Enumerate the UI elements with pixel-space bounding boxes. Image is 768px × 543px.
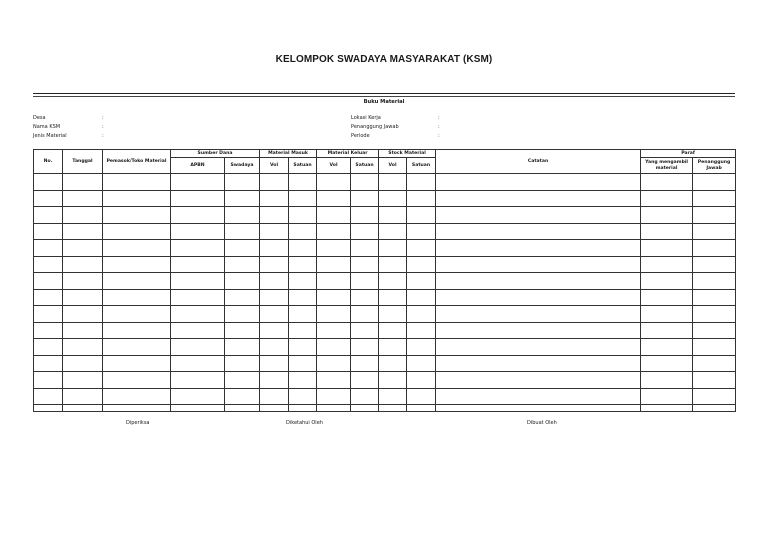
table-cell bbox=[171, 289, 225, 306]
info-label-lokasi-kerja: Lokasi Kerja bbox=[351, 115, 381, 121]
table-cell bbox=[407, 388, 436, 405]
header-stock-satuan: Satuan bbox=[407, 158, 436, 174]
table-cell bbox=[103, 355, 171, 372]
table-cell bbox=[407, 355, 436, 372]
table-cell bbox=[260, 240, 289, 257]
header-swadaya: Swadaya bbox=[225, 158, 260, 174]
table-cell bbox=[289, 372, 317, 389]
table-cell bbox=[289, 240, 317, 257]
table-cell bbox=[379, 207, 407, 224]
table-cell bbox=[317, 256, 351, 273]
table-cell bbox=[260, 174, 289, 191]
table-cell bbox=[260, 207, 289, 224]
table-cell bbox=[63, 207, 103, 224]
table-cell bbox=[693, 322, 736, 339]
table-cell bbox=[171, 339, 225, 356]
table-cell bbox=[103, 174, 171, 191]
table-cell bbox=[225, 289, 260, 306]
table-cell bbox=[317, 240, 351, 257]
table-cell bbox=[225, 322, 260, 339]
table-cell bbox=[407, 306, 436, 323]
info-colon: : bbox=[102, 124, 104, 130]
table-cell bbox=[103, 190, 171, 207]
table-row bbox=[34, 273, 736, 290]
table-cell bbox=[225, 355, 260, 372]
table-cell bbox=[641, 388, 693, 405]
header-apbn: APBN bbox=[171, 158, 225, 174]
table-row bbox=[34, 339, 736, 356]
table-cell bbox=[34, 372, 63, 389]
table-cell bbox=[379, 240, 407, 257]
table-cell bbox=[225, 372, 260, 389]
table-cell bbox=[317, 174, 351, 191]
table-cell bbox=[171, 190, 225, 207]
table-cell bbox=[436, 372, 641, 389]
table-cell bbox=[103, 405, 171, 412]
table-cell bbox=[407, 223, 436, 240]
table-cell bbox=[641, 174, 693, 191]
info-colon: : bbox=[102, 133, 104, 139]
table-cell bbox=[693, 223, 736, 240]
table-row bbox=[34, 355, 736, 372]
table-cell bbox=[289, 256, 317, 273]
material-table bbox=[33, 149, 736, 412]
table-cell bbox=[351, 240, 379, 257]
table-cell bbox=[436, 174, 641, 191]
table-cell bbox=[436, 289, 641, 306]
table-cell bbox=[63, 289, 103, 306]
table-cell bbox=[103, 289, 171, 306]
table-cell bbox=[34, 256, 63, 273]
table-cell bbox=[436, 322, 641, 339]
header-tanggal: Tanggal bbox=[63, 150, 103, 174]
table-cell bbox=[225, 405, 260, 412]
table-cell bbox=[379, 273, 407, 290]
table-cell bbox=[317, 207, 351, 224]
table-cell bbox=[641, 306, 693, 323]
table-cell bbox=[225, 306, 260, 323]
table-cell bbox=[351, 306, 379, 323]
header-paraf: Paraf bbox=[641, 150, 736, 158]
table-cell bbox=[641, 372, 693, 389]
table-cell bbox=[436, 273, 641, 290]
table-cell bbox=[407, 372, 436, 389]
table-cell bbox=[103, 322, 171, 339]
table-cell bbox=[63, 322, 103, 339]
table-cell bbox=[379, 372, 407, 389]
table-cell bbox=[693, 289, 736, 306]
info-right-colons bbox=[438, 114, 440, 141]
table-cell bbox=[103, 372, 171, 389]
table-cell bbox=[260, 223, 289, 240]
table-cell bbox=[317, 388, 351, 405]
table-cell bbox=[63, 174, 103, 191]
table-cell bbox=[379, 355, 407, 372]
table-cell bbox=[63, 190, 103, 207]
table-row bbox=[34, 306, 736, 323]
table-cell bbox=[693, 240, 736, 257]
table-cell bbox=[693, 207, 736, 224]
info-left-colons bbox=[102, 114, 104, 141]
table-cell bbox=[317, 223, 351, 240]
table-cell bbox=[641, 223, 693, 240]
table-cell bbox=[379, 339, 407, 356]
table-cell bbox=[260, 256, 289, 273]
table-cell bbox=[317, 405, 351, 412]
table-cell bbox=[171, 372, 225, 389]
table-cell bbox=[34, 355, 63, 372]
table-cell bbox=[379, 322, 407, 339]
table-cell bbox=[171, 273, 225, 290]
table-cell bbox=[641, 190, 693, 207]
signature-diketahui-oleh: Diketahui Oleh bbox=[286, 420, 323, 426]
table-cell bbox=[289, 405, 317, 412]
table-cell bbox=[351, 322, 379, 339]
table-cell bbox=[260, 306, 289, 323]
table-cell bbox=[379, 223, 407, 240]
table-cell bbox=[103, 388, 171, 405]
header-no: No. bbox=[34, 150, 63, 174]
table-row bbox=[34, 388, 736, 405]
table-cell bbox=[289, 339, 317, 356]
table-cell bbox=[641, 273, 693, 290]
table-cell bbox=[407, 174, 436, 191]
table-cell bbox=[407, 322, 436, 339]
table-cell bbox=[171, 207, 225, 224]
table-cell bbox=[260, 405, 289, 412]
table-cell bbox=[34, 306, 63, 323]
header-material-masuk: Material Masuk bbox=[260, 150, 317, 158]
table-cell bbox=[693, 174, 736, 191]
header-divider-thick bbox=[33, 93, 735, 94]
table-cell bbox=[379, 289, 407, 306]
info-colon: : bbox=[438, 124, 440, 130]
table-cell bbox=[436, 355, 641, 372]
table-cell bbox=[34, 174, 63, 191]
table-cell bbox=[289, 223, 317, 240]
table-cell bbox=[317, 273, 351, 290]
info-right-labels bbox=[351, 114, 399, 141]
table-cell bbox=[63, 223, 103, 240]
table-cell bbox=[225, 388, 260, 405]
table-row bbox=[34, 372, 736, 389]
table-cell bbox=[379, 190, 407, 207]
table-cell bbox=[641, 322, 693, 339]
table-cell bbox=[289, 322, 317, 339]
table-cell bbox=[693, 306, 736, 323]
table-cell bbox=[379, 388, 407, 405]
table-cell bbox=[225, 190, 260, 207]
table-cell bbox=[317, 306, 351, 323]
table-cell bbox=[351, 174, 379, 191]
table-cell bbox=[351, 256, 379, 273]
table-cell bbox=[171, 306, 225, 323]
header-masuk-vol: Vol bbox=[260, 158, 289, 174]
signature-dibuat-oleh: Dibuat Oleh bbox=[527, 420, 557, 426]
header-stock-vol: Vol bbox=[379, 158, 407, 174]
table-cell bbox=[379, 306, 407, 323]
table-cell bbox=[289, 306, 317, 323]
table-cell bbox=[407, 273, 436, 290]
table-cell bbox=[63, 256, 103, 273]
table-cell bbox=[436, 223, 641, 240]
table-cell bbox=[317, 355, 351, 372]
table-cell bbox=[63, 388, 103, 405]
table-cell bbox=[103, 207, 171, 224]
info-label-penanggung-jawab: Penanggung Jawab bbox=[351, 124, 399, 130]
table-cell bbox=[407, 405, 436, 412]
table-cell bbox=[317, 190, 351, 207]
table-cell bbox=[103, 240, 171, 257]
table-cell bbox=[289, 273, 317, 290]
table-cell bbox=[351, 223, 379, 240]
table-cell bbox=[225, 256, 260, 273]
info-left-labels bbox=[33, 114, 67, 141]
table-cell bbox=[63, 240, 103, 257]
table-cell bbox=[379, 256, 407, 273]
table-cell bbox=[351, 405, 379, 412]
table-cell bbox=[103, 306, 171, 323]
table-cell bbox=[317, 322, 351, 339]
table-cell bbox=[103, 273, 171, 290]
table-cell bbox=[260, 322, 289, 339]
table-cell bbox=[641, 405, 693, 412]
table-cell bbox=[289, 355, 317, 372]
table-cell bbox=[436, 306, 641, 323]
table-cell bbox=[693, 405, 736, 412]
table-cell bbox=[171, 405, 225, 412]
table-row bbox=[34, 190, 736, 207]
table-cell bbox=[351, 388, 379, 405]
table-cell bbox=[436, 190, 641, 207]
table-cell bbox=[260, 190, 289, 207]
table-cell bbox=[63, 273, 103, 290]
table-cell bbox=[260, 388, 289, 405]
table-row bbox=[34, 405, 736, 412]
table-cell bbox=[351, 339, 379, 356]
table-cell bbox=[260, 273, 289, 290]
table-cell bbox=[436, 388, 641, 405]
table-cell bbox=[34, 405, 63, 412]
table-cell bbox=[351, 289, 379, 306]
header-keluar-vol: Vol bbox=[317, 158, 351, 174]
table-cell bbox=[693, 190, 736, 207]
table-cell bbox=[171, 223, 225, 240]
table-row bbox=[34, 289, 736, 306]
table-cell bbox=[103, 339, 171, 356]
table-cell bbox=[171, 240, 225, 257]
table-cell bbox=[225, 207, 260, 224]
table-cell bbox=[351, 372, 379, 389]
table-cell bbox=[693, 372, 736, 389]
table-cell bbox=[63, 372, 103, 389]
info-colon: : bbox=[438, 115, 440, 121]
table-cell bbox=[317, 289, 351, 306]
table-cell bbox=[171, 174, 225, 191]
header-material-keluar: Material Keluar bbox=[317, 150, 379, 158]
table-cell bbox=[34, 339, 63, 356]
header-catatan: Catatan bbox=[436, 150, 641, 174]
table-cell bbox=[34, 322, 63, 339]
table-cell bbox=[34, 207, 63, 224]
table-cell bbox=[407, 207, 436, 224]
table-cell bbox=[171, 256, 225, 273]
header-masuk-satuan: Satuan bbox=[289, 158, 317, 174]
table-cell bbox=[34, 240, 63, 257]
table-cell bbox=[103, 256, 171, 273]
document-subtitle: Buku Material bbox=[363, 99, 405, 105]
header-penanggung-jawab: Penanggung Jawab bbox=[693, 158, 736, 174]
table-cell bbox=[225, 273, 260, 290]
table-cell bbox=[289, 388, 317, 405]
table-cell bbox=[351, 273, 379, 290]
table-row bbox=[34, 240, 736, 257]
header-divider-thin bbox=[33, 96, 735, 97]
signature-diperiksa: Diperiksa bbox=[126, 420, 150, 426]
table-cell bbox=[34, 388, 63, 405]
table-cell bbox=[34, 273, 63, 290]
table-cell bbox=[436, 240, 641, 257]
table-cell bbox=[317, 339, 351, 356]
header-pemasok: Pemasok/Toko Material bbox=[103, 150, 171, 174]
table-cell bbox=[693, 388, 736, 405]
table-row bbox=[34, 207, 736, 224]
table-cell bbox=[693, 273, 736, 290]
page-title: KELOMPOK SWADAYA MASYARAKAT (KSM) bbox=[275, 54, 493, 65]
table-cell bbox=[260, 289, 289, 306]
table-row bbox=[34, 223, 736, 240]
table-cell bbox=[225, 339, 260, 356]
table-cell bbox=[171, 355, 225, 372]
table-cell bbox=[289, 207, 317, 224]
table-cell bbox=[260, 372, 289, 389]
table-cell bbox=[641, 339, 693, 356]
table-cell bbox=[641, 355, 693, 372]
info-colon: : bbox=[438, 133, 440, 139]
table-cell bbox=[379, 405, 407, 412]
table-cell bbox=[289, 190, 317, 207]
table-cell bbox=[351, 207, 379, 224]
table-cell bbox=[225, 174, 260, 191]
table-cell bbox=[63, 355, 103, 372]
table-cell bbox=[641, 207, 693, 224]
table-cell bbox=[351, 355, 379, 372]
table-row bbox=[34, 256, 736, 273]
table-row bbox=[34, 322, 736, 339]
info-label-jenis-material: Jenis Material bbox=[33, 133, 67, 139]
info-label-desa: Desa bbox=[33, 115, 46, 121]
table-cell bbox=[407, 240, 436, 257]
table-cell bbox=[289, 174, 317, 191]
table-cell bbox=[436, 339, 641, 356]
table-cell bbox=[407, 339, 436, 356]
table-cell bbox=[436, 256, 641, 273]
table-cell bbox=[379, 174, 407, 191]
table-cell bbox=[693, 339, 736, 356]
table-cell bbox=[436, 207, 641, 224]
table-cell bbox=[171, 388, 225, 405]
info-colon: : bbox=[102, 115, 104, 121]
table-cell bbox=[171, 322, 225, 339]
header-yang-mengambil: Yang mengambil material bbox=[641, 158, 693, 174]
header-stock-material: Stock Material bbox=[379, 150, 436, 158]
header-sumber-dana: Sumber Dana bbox=[171, 150, 260, 158]
table-cell bbox=[317, 372, 351, 389]
table-cell bbox=[34, 190, 63, 207]
table-cell bbox=[407, 190, 436, 207]
table-cell bbox=[63, 339, 103, 356]
table-cell bbox=[641, 256, 693, 273]
table-cell bbox=[63, 405, 103, 412]
table-cell bbox=[693, 355, 736, 372]
table-cell bbox=[693, 256, 736, 273]
header-keluar-satuan: Satuan bbox=[351, 158, 379, 174]
table-cell bbox=[260, 339, 289, 356]
table-cell bbox=[407, 256, 436, 273]
table-cell bbox=[34, 223, 63, 240]
info-label-periode: Periode bbox=[351, 133, 370, 139]
table-cell bbox=[225, 223, 260, 240]
table-row bbox=[34, 174, 736, 191]
table-cell bbox=[103, 223, 171, 240]
table-cell bbox=[63, 306, 103, 323]
table-cell bbox=[407, 289, 436, 306]
table-cell bbox=[351, 190, 379, 207]
table-cell bbox=[289, 289, 317, 306]
table-cell bbox=[641, 289, 693, 306]
table-cell bbox=[225, 240, 260, 257]
table-cell bbox=[436, 405, 641, 412]
table-cell bbox=[641, 240, 693, 257]
info-label-nama-ksm: Nama KSM bbox=[33, 124, 61, 130]
table-cell bbox=[260, 355, 289, 372]
table-cell bbox=[34, 289, 63, 306]
